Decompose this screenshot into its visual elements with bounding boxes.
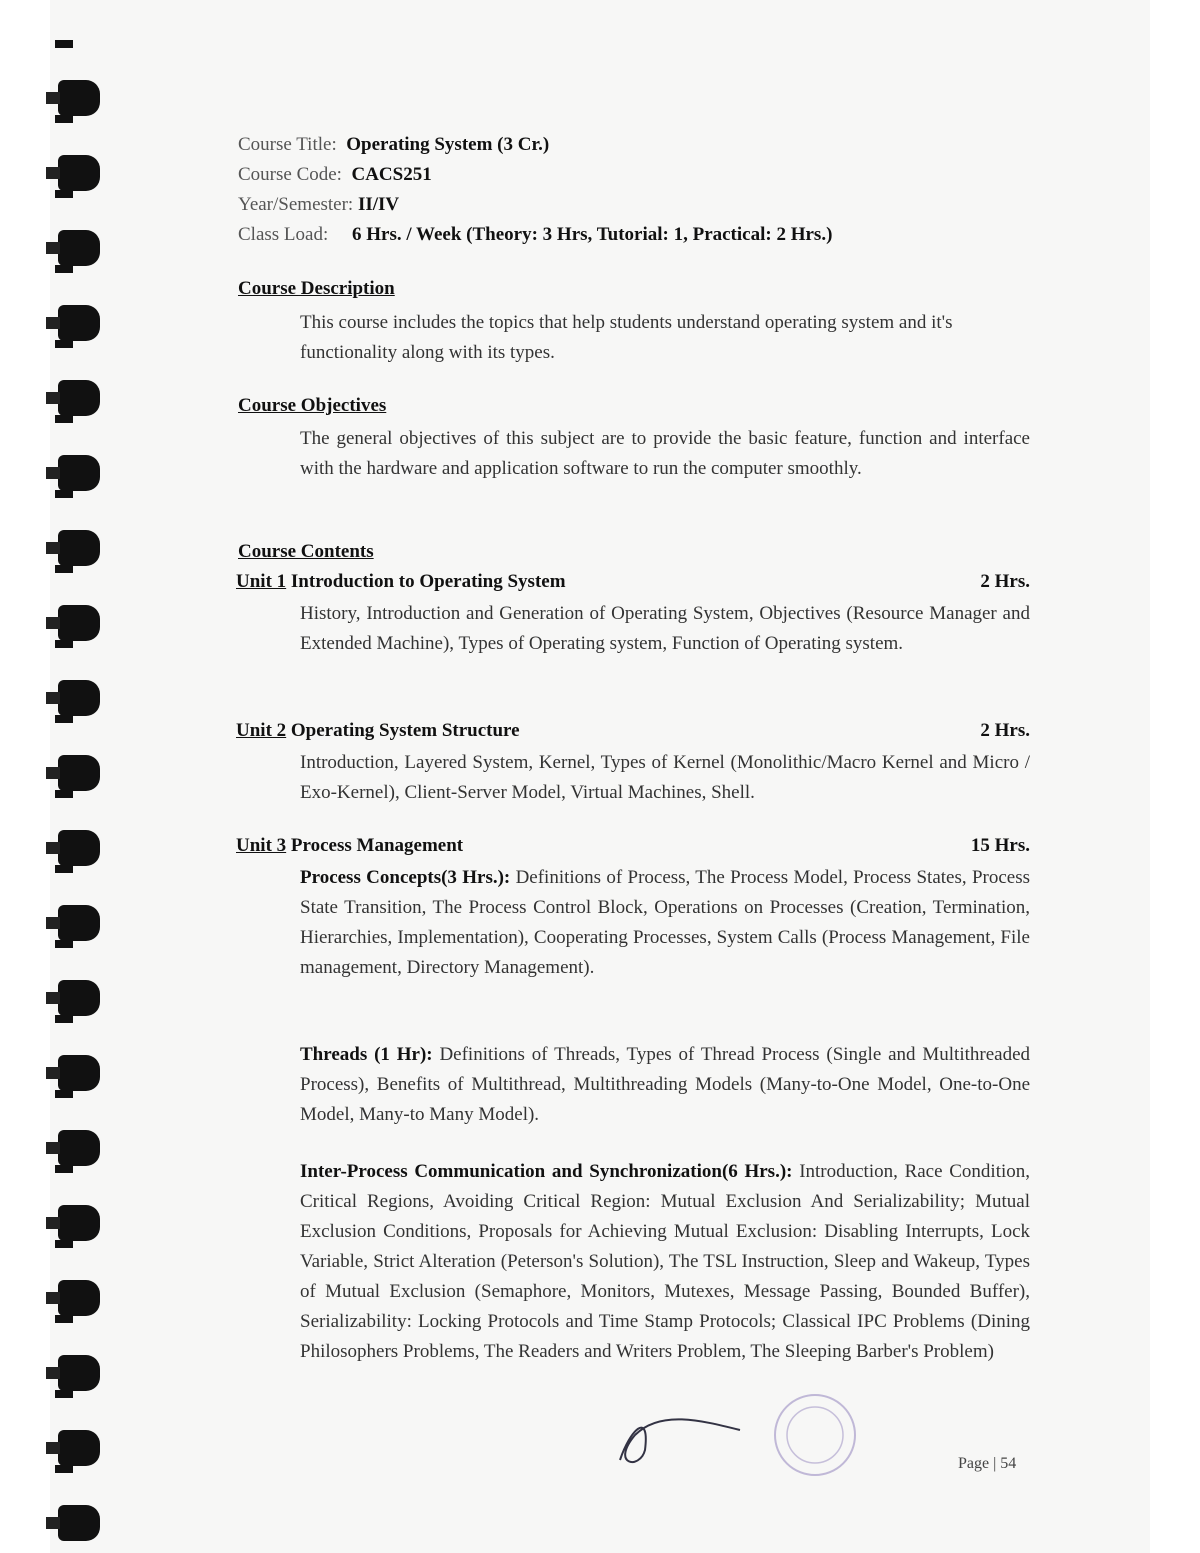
binding-hole <box>55 1090 73 1098</box>
unit-3-hours: 15 Hrs. <box>970 835 1030 856</box>
class-load: 6 Hrs. / Week (Theory: 3 Hrs, Tutorial: 1, Practical: 2 Hrs.) <box>352 224 833 245</box>
binding-ring <box>58 1055 100 1091</box>
binding-ring <box>58 755 100 791</box>
binding-ring <box>58 1280 100 1316</box>
binding-hole <box>55 190 73 198</box>
unit-3-heading <box>236 835 1030 857</box>
ipc-text: Inter-Process Communication and Synchronization(6 Hrs.): Introduction, Race Condition, Critical Regions, Avoiding Critical Region: Mutual Exclusion And Serializability; Mutual Exclusion Conditions, Proposals for Achieving Mutual Exclusion: Disabling Interrupts, Lock Variable, Strict Alteration (Peterson's Solution), The TSL Instruction, Sleep and Wakeup, Types of Mutual Exclusion (Semaphore, Monitors, Mutexes, Message Passing, Bounded Buffer), Serializability: Locking Protocols and Time Stamp Protocols; Classical IPC Problems (Dining Philosophers Problems, The Readers and Writers Problem, The Sleeping Barber's Problem) <box>300 1161 1030 1362</box>
binding-hole <box>55 1240 73 1248</box>
binding-ring <box>58 1205 100 1241</box>
description-text: This course includes the topics that help students understand operating system and it's functionality along with its types. <box>300 312 953 363</box>
binding-ring <box>58 530 100 566</box>
course-title: Operating System (3 Cr.) <box>346 134 550 155</box>
process-concepts-text: Process Concepts(3 Hrs.): Definitions of Process, The Process Model, Process States, Process State Transition, The Process Control Block, Operations on Processes (Creation, Termination, Hierarchies, Implementation), Cooperating Processes, System Calls (Process Management, File management, Directory Management). <box>300 867 1030 978</box>
contents-heading: Course Contents <box>238 541 374 562</box>
binding-ring <box>58 830 100 866</box>
objectives-heading: Course Objectives <box>238 395 387 416</box>
binding-ring <box>58 905 100 941</box>
threads-heading: Threads (1 Hr): <box>300 1044 433 1065</box>
binding-ring <box>58 80 100 116</box>
binding-hole <box>55 940 73 948</box>
binding-ring <box>58 155 100 191</box>
course-title-row: Course Title: Operating System (3 Cr.) <box>238 134 550 155</box>
threads-text: Threads (1 Hr): Definitions of Threads, Types of Thread Process (Single and Multithreaded Process), Benefits of Multithread, Multithreading Models (Many-to-One Model, One-to-One Model, Many-to Many Model). <box>300 1044 1031 1125</box>
binding-ring <box>58 1505 100 1541</box>
binding-ring <box>58 980 100 1016</box>
binding-ring <box>58 455 100 491</box>
unit-1-text: History, Introduction and Generation of Operating System, Objectives (Resource Manager and Extended Machine), Types of Operating system, Function of Operating system. <box>300 603 1030 654</box>
binding-ring <box>58 1430 100 1466</box>
year-semester-row: Year/Semester: II/IV <box>238 194 400 215</box>
binding-hole <box>55 490 73 498</box>
binding-ring <box>58 680 100 716</box>
binding-hole <box>55 340 73 348</box>
page-number: Page | 54 <box>958 1455 1017 1472</box>
unit-1-hours: 2 Hrs. <box>980 571 1030 592</box>
binding-ring <box>58 1355 100 1391</box>
unit-1-heading <box>236 571 1030 593</box>
spiral-binding <box>0 0 110 1553</box>
binding-hole <box>55 715 73 723</box>
binding-hole <box>55 415 73 423</box>
unit-3-label: Unit 3 <box>236 835 287 856</box>
year-semester: II/IV <box>357 194 400 215</box>
course-code-row: Course Code: CACS251 <box>238 164 432 185</box>
ipc-heading: Inter-Process Communication and Synchronization(6 Hrs.): <box>300 1161 793 1182</box>
class-load-row: Class Load: 6 Hrs. / Week (Theory: 3 Hrs, Tutorial: 1, Practical: 2 Hrs.) <box>238 224 833 245</box>
binding-hole <box>55 265 73 273</box>
binding-ring <box>58 605 100 641</box>
binding-hole <box>55 1315 73 1323</box>
binding-ring <box>58 305 100 341</box>
binding-hole <box>55 115 73 123</box>
course-code: CACS251 <box>351 164 432 185</box>
objectives-text: The general objectives of this subject are to provide the basic feature, function and interface with the hardware and application software to run the computer smoothly. <box>300 428 1030 479</box>
binding-ring <box>58 380 100 416</box>
course-header <box>238 130 832 250</box>
unit-2-hours: 2 Hrs. <box>980 720 1030 741</box>
unit-3-name: Process Management <box>290 835 464 856</box>
binding-hole <box>55 1015 73 1023</box>
unit-1-name: Introduction to Operating System <box>290 571 566 592</box>
binding-hole <box>55 790 73 798</box>
binding-hole <box>55 565 73 573</box>
signature-stamp <box>590 1390 870 1480</box>
binding-hole <box>55 1390 73 1398</box>
binding-hole <box>55 40 73 48</box>
unit-2-name: Operating System Structure <box>290 720 520 741</box>
binding-hole <box>55 865 73 873</box>
description-heading: Course Description <box>238 278 395 299</box>
unit-2-text: Introduction, Layered System, Kernel, Types of Kernel (Monolithic/Macro Kernel and Micro / Exo-Kernel), Client-Server Model, Virtual Machines, Shell. <box>300 752 1030 803</box>
unit-2-heading <box>236 720 1030 742</box>
binding-hole <box>55 1465 73 1473</box>
binding-ring <box>58 1130 100 1166</box>
binding-hole <box>55 640 73 648</box>
binding-hole <box>55 1165 73 1173</box>
binding-ring <box>58 230 100 266</box>
unit-1-label: Unit 1 <box>236 571 287 592</box>
process-concepts-heading: Process Concepts(3 Hrs.): <box>300 867 511 888</box>
unit-2-label: Unit 2 <box>236 720 287 741</box>
